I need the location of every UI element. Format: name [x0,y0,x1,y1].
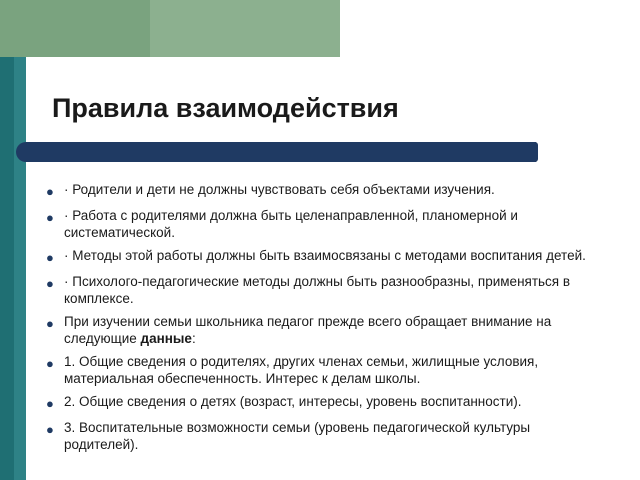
list-item [46,419,606,453]
list-item-text: 1. Общие сведения о родителях, других членах семьи, жилищные условия, материальная обеспеченность. Интерес к делам школы. [64,354,539,386]
list-item [46,273,606,307]
list-item-text: 3. Воспитательные возможности семьи (уровень педагогической культуры родителей). [64,420,531,452]
list-item-text-lead: При изучении семьи школьника педагог прежде всего обращает внимание на следующие [64,314,552,346]
title-underline-bar-cap [524,142,538,162]
list-item-text-tail: : [191,331,196,346]
list-item [46,313,606,347]
list-item-text: · Методы этой работы должны быть взаимосвязаны с методами воспитания детей. [64,248,586,263]
bullet-icon: ● [46,356,54,371]
list-item [46,353,606,387]
list-item [46,247,606,267]
list-item [46,393,606,413]
list-item [46,207,606,241]
list-item-text: · Работа с родителями должна быть целенаправленной, планомерной и систематической. [64,208,518,240]
bullet-icon: ● [46,422,54,437]
list-item-text [64,313,606,347]
bullet-icon: ● [46,184,54,199]
bullet-icon: ● [46,396,54,411]
list-item-text: 2. Общие сведения о детях (возраст, интересы, уровень воспитанности). [64,394,522,409]
list-item-text-emphasis: данные [140,331,192,346]
decorative-left-strip-accent [14,57,26,480]
list-item-text: · Психолого-педагогические методы должны быть разнообразны, применяться в комплексе. [64,274,571,306]
decorative-top-band-accent [0,0,150,57]
list-item-text: · Родители и дети не должны чувствовать себя объектами изучения. [64,182,495,197]
bullet-icon: ● [46,276,54,291]
title-underline-bar [16,142,536,162]
bullet-list [46,181,606,459]
bullet-icon: ● [46,316,54,331]
bullet-icon: ● [46,210,54,225]
slide-title: Правила взаимодействия [52,93,399,123]
bullet-icon: ● [46,250,54,265]
list-item [46,181,606,201]
